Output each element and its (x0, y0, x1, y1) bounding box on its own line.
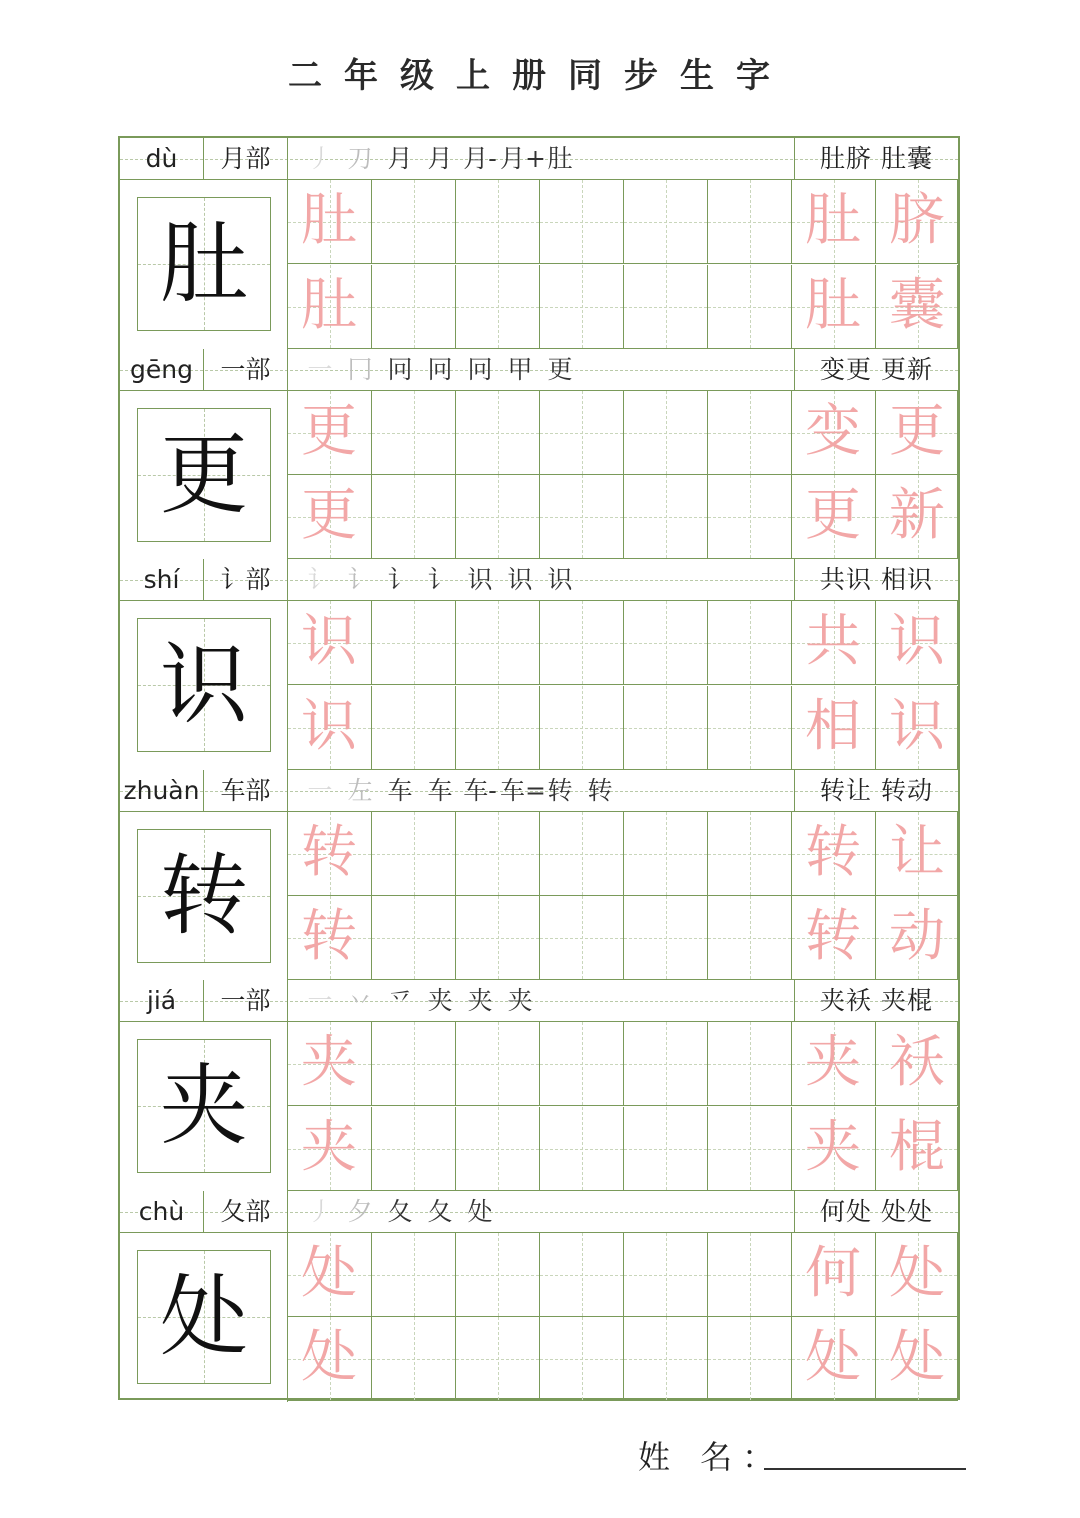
practice-cell[interactable] (792, 601, 876, 685)
model-char-cell (120, 1233, 288, 1402)
practice-cell[interactable] (708, 1022, 792, 1106)
trace-char: 转 (805, 904, 861, 969)
guide-line (750, 475, 751, 558)
stroke-step: 刀 (347, 144, 373, 173)
pinyin: zhuàn (120, 770, 204, 812)
model-char: 处 (159, 1264, 248, 1368)
practice-cell[interactable] (624, 812, 708, 896)
practice-grid (288, 180, 958, 349)
practice-cell[interactable] (456, 686, 540, 770)
practice-cell[interactable] (288, 601, 372, 685)
guide-line (582, 686, 583, 769)
practice-cell[interactable] (792, 812, 876, 896)
stroke-step: 一 (307, 986, 333, 1015)
guide-line (750, 1022, 751, 1105)
stroke-step: 车 (427, 775, 453, 805)
trace-char: 处 (301, 1240, 357, 1306)
stroke-step: 冋 (387, 354, 413, 384)
trace-char: 更 (301, 483, 357, 548)
guide-line (582, 265, 583, 348)
trace-char: 肚 (805, 188, 861, 253)
stroke-step: 夹 (507, 986, 533, 1015)
stroke-step: 冋 (427, 354, 453, 384)
practice-cell[interactable] (372, 1107, 456, 1191)
practice-cell[interactable] (624, 1022, 708, 1106)
practice-cell[interactable] (288, 1233, 372, 1317)
practice-grid (288, 391, 958, 560)
practice-cell[interactable] (708, 180, 792, 264)
block-header (120, 559, 958, 601)
practice-cell[interactable] (792, 1317, 876, 1401)
model-char-box (137, 1039, 271, 1173)
model-char: 更 (159, 422, 248, 526)
model-char-cell (120, 812, 288, 981)
guide-line (414, 601, 415, 684)
guide-line (582, 180, 583, 263)
practice-cell[interactable] (876, 1022, 958, 1106)
practice-cell[interactable] (372, 896, 456, 980)
guide-line (582, 391, 583, 474)
practice-cell[interactable] (876, 1107, 958, 1191)
guide-line (666, 1317, 667, 1400)
practice-cell[interactable] (792, 1233, 876, 1317)
guide-line (582, 1317, 583, 1400)
model-char: 夹 (159, 1054, 248, 1157)
guide-line (750, 1233, 751, 1316)
stroke-order (300, 349, 580, 391)
practice-cell[interactable] (456, 1107, 540, 1191)
trace-char: 夹 (805, 1030, 861, 1095)
practice-cell[interactable] (288, 391, 372, 475)
trace-char: 肚 (805, 272, 861, 338)
trace-char: 棍 (889, 1114, 945, 1180)
stroke-step: 左 (347, 775, 373, 805)
guide-line (750, 391, 751, 474)
practice-cell[interactable] (540, 391, 624, 475)
guide-line (498, 1022, 499, 1105)
practice-cell[interactable] (624, 1107, 708, 1191)
stroke-step: 识 (467, 565, 493, 594)
trace-char: 处 (805, 1325, 861, 1390)
practice-cell[interactable] (624, 475, 708, 559)
stroke-step: 冋 (467, 354, 493, 384)
practice-cell[interactable] (540, 1317, 624, 1401)
stroke-step: 车= (500, 775, 546, 805)
practice-cell[interactable] (288, 896, 372, 980)
practice-cell[interactable] (288, 475, 372, 559)
stroke-step: 月+ (500, 144, 546, 173)
trace-char: 变 (805, 398, 861, 464)
model-char-box (137, 1250, 271, 1384)
words-header: 夹袄 夹棍 (794, 980, 958, 1022)
trace-char: 识 (301, 609, 357, 674)
practice-cell[interactable] (876, 686, 958, 770)
words-header: 何处 处处 (794, 1191, 958, 1233)
trace-char: 共 (805, 609, 861, 674)
guide-line (666, 686, 667, 769)
stroke-step: 肚 (547, 144, 573, 173)
practice-cell[interactable] (876, 812, 958, 896)
practice-cell[interactable] (372, 180, 456, 264)
model-char-cell (120, 180, 288, 349)
words-header: 变更 更新 (794, 349, 958, 391)
practice-cell[interactable] (372, 1233, 456, 1317)
block-header (120, 980, 958, 1022)
practice-cell[interactable] (540, 475, 624, 559)
practice-cell[interactable] (372, 1317, 456, 1401)
stroke-step: 转 (547, 775, 573, 805)
practice-cell[interactable] (288, 265, 372, 349)
trace-char: 夹 (805, 1114, 861, 1180)
radical: 月部 (204, 138, 288, 180)
guide-line (414, 896, 415, 979)
stroke-step: 一 (307, 775, 333, 805)
stroke-step: 丿 (307, 144, 333, 173)
trace-char: 处 (301, 1325, 357, 1390)
trace-char: 肚 (301, 188, 357, 253)
practice-cell[interactable] (792, 180, 876, 264)
guide-line (414, 391, 415, 474)
char-block (120, 1191, 958, 1402)
radical: 一部 (204, 980, 288, 1022)
guide-line (750, 1107, 751, 1190)
guide-line (498, 391, 499, 474)
guide-line (498, 180, 499, 263)
words-header: 转让 转动 (794, 770, 958, 812)
practice-cell[interactable] (624, 896, 708, 980)
practice-cell[interactable] (288, 1107, 372, 1191)
guide-line (750, 686, 751, 769)
guide-line (582, 1022, 583, 1105)
practice-cell[interactable] (708, 1107, 792, 1191)
practice-cell[interactable] (540, 896, 624, 980)
practice-cell[interactable] (624, 180, 708, 264)
practice-cell[interactable] (372, 265, 456, 349)
radical: 车部 (204, 770, 288, 812)
guide-line (750, 601, 751, 684)
radical: 夂部 (204, 1191, 288, 1233)
practice-cell[interactable] (624, 601, 708, 685)
trace-char: 处 (889, 1325, 945, 1390)
guide-line (666, 265, 667, 348)
practice-cell[interactable] (876, 1233, 958, 1317)
guide-line (414, 180, 415, 263)
practice-cell[interactable] (456, 1233, 540, 1317)
practice-grid (288, 812, 958, 981)
guide-line (582, 812, 583, 895)
block-header (120, 138, 958, 180)
practice-cell[interactable] (624, 1317, 708, 1401)
guide-line (582, 1107, 583, 1190)
guide-line (498, 896, 499, 979)
trace-char: 何 (805, 1240, 861, 1306)
stroke-step: 车 (387, 775, 413, 805)
model-char-cell (120, 391, 288, 560)
practice-cell[interactable] (456, 812, 540, 896)
guide-line (666, 1022, 667, 1105)
model-char: 肚 (159, 212, 248, 315)
trace-char: 转 (301, 904, 357, 969)
trace-char: 识 (301, 693, 357, 759)
model-char-box (137, 408, 271, 542)
trace-char: 夹 (301, 1030, 357, 1095)
practice-cell[interactable] (372, 686, 456, 770)
practice-cell[interactable] (624, 686, 708, 770)
stroke-step: 识 (507, 565, 533, 594)
pinyin: jiá (120, 980, 204, 1022)
trace-char: 新 (889, 483, 945, 548)
stroke-step: 夂 (427, 1196, 453, 1226)
practice-grid (288, 1022, 958, 1191)
practice-cell[interactable] (792, 475, 876, 559)
trace-char: 转 (301, 819, 357, 885)
stroke-step: 讠 (307, 565, 333, 594)
guide-line (666, 180, 667, 263)
guide-line (666, 1107, 667, 1190)
stroke-step: 丿 (307, 1196, 333, 1226)
practice-cell[interactable] (288, 1022, 372, 1106)
model-char-cell (120, 601, 288, 770)
block-header (120, 1191, 958, 1233)
stroke-step: 冂 (347, 354, 373, 384)
stroke-order (300, 138, 580, 180)
guide-line (666, 475, 667, 558)
page-title: 二年级上册同步生字 (288, 56, 792, 96)
guide-line (414, 1317, 415, 1400)
trace-char: 肚 (301, 272, 357, 338)
practice-cell[interactable] (624, 265, 708, 349)
practice-cell[interactable] (540, 180, 624, 264)
stroke-order (300, 559, 580, 601)
practice-cell[interactable] (708, 391, 792, 475)
practice-cell[interactable] (624, 1233, 708, 1317)
practice-cell[interactable] (876, 1317, 958, 1401)
stroke-step: 识 (547, 565, 573, 594)
char-block (120, 138, 958, 349)
guide-line (750, 180, 751, 263)
stroke-step: 乊 (387, 986, 413, 1015)
practice-cell[interactable] (372, 475, 456, 559)
practice-cell[interactable] (708, 601, 792, 685)
model-char: 转 (159, 843, 248, 947)
trace-char: 让 (889, 819, 945, 885)
practice-cell[interactable] (456, 896, 540, 980)
practice-cell[interactable] (792, 265, 876, 349)
practice-cell[interactable] (540, 265, 624, 349)
practice-cell[interactable] (708, 265, 792, 349)
practice-cell[interactable] (708, 812, 792, 896)
trace-char: 袄 (889, 1030, 945, 1095)
stroke-step: 月- (463, 144, 497, 173)
practice-cell[interactable] (540, 1107, 624, 1191)
stroke-order (300, 980, 540, 1022)
trace-char: 更 (805, 483, 861, 548)
trace-char: 转 (805, 819, 861, 885)
practice-cell[interactable] (372, 391, 456, 475)
guide-line (582, 896, 583, 979)
name-label: 姓 名： (638, 1438, 785, 1476)
stroke-step: 夹 (427, 986, 453, 1015)
words-header: 肚脐 肚囊 (794, 138, 958, 180)
trace-char: 更 (889, 398, 945, 464)
practice-cell[interactable] (876, 265, 958, 349)
practice-cell[interactable] (876, 896, 958, 980)
guide-line (750, 1317, 751, 1400)
guide-line (414, 265, 415, 348)
guide-line (414, 1233, 415, 1316)
stroke-step: 月 (427, 144, 453, 173)
guide-line (498, 812, 499, 895)
practice-cell[interactable] (540, 812, 624, 896)
block-header (120, 349, 958, 391)
practice-cell[interactable] (708, 1317, 792, 1401)
pinyin: chù (120, 1191, 204, 1233)
guide-line (750, 265, 751, 348)
stroke-step: 夂 (387, 1196, 413, 1226)
model-char-box (137, 829, 271, 963)
model-char-box (137, 618, 271, 752)
stroke-step: 处 (467, 1196, 493, 1226)
practice-grid (288, 1233, 958, 1402)
stroke-step: 转 (587, 775, 613, 805)
trace-char: 夹 (301, 1114, 357, 1180)
char-block (120, 349, 958, 560)
practice-grid (288, 601, 958, 770)
practice-cell[interactable] (372, 601, 456, 685)
practice-cell[interactable] (456, 1317, 540, 1401)
guide-line (414, 1022, 415, 1105)
practice-cell[interactable] (288, 686, 372, 770)
pinyin: gēng (120, 349, 204, 391)
practice-cell[interactable] (456, 475, 540, 559)
guide-line (414, 686, 415, 769)
practice-cell[interactable] (708, 475, 792, 559)
practice-cell[interactable] (456, 180, 540, 264)
practice-cell[interactable] (792, 391, 876, 475)
practice-cell[interactable] (876, 180, 958, 264)
practice-cell[interactable] (792, 1022, 876, 1106)
pinyin: dù (120, 138, 204, 180)
guide-line (498, 1107, 499, 1190)
trace-char: 识 (889, 693, 945, 759)
guide-line (582, 475, 583, 558)
practice-cell[interactable] (288, 1317, 372, 1401)
trace-char: 更 (301, 398, 357, 464)
stroke-order (300, 1191, 500, 1233)
practice-cell[interactable] (456, 391, 540, 475)
practice-cell[interactable] (456, 1022, 540, 1106)
radical: 讠部 (204, 559, 288, 601)
guide-line (498, 475, 499, 558)
guide-line (498, 601, 499, 684)
guide-line (414, 1107, 415, 1190)
practice-cell[interactable] (288, 812, 372, 896)
model-char-box (137, 197, 271, 331)
pinyin: shí (120, 559, 204, 601)
radical: 一部 (204, 349, 288, 391)
stroke-order (300, 770, 620, 812)
guide-line (498, 1317, 499, 1400)
model-char-cell (120, 1022, 288, 1191)
trace-char: 脐 (889, 188, 945, 253)
stroke-step: 夕 (347, 1196, 373, 1226)
trace-char: 囊 (889, 272, 945, 338)
guide-line (498, 686, 499, 769)
guide-line (750, 812, 751, 895)
practice-cell[interactable] (540, 601, 624, 685)
words-header: 共识 相识 (794, 559, 958, 601)
stroke-step: 讠 (387, 565, 413, 594)
practice-cell[interactable] (540, 1233, 624, 1317)
practice-sheet (118, 136, 960, 1400)
trace-char: 识 (889, 609, 945, 674)
trace-char: 处 (889, 1240, 945, 1306)
guide-line (666, 896, 667, 979)
stroke-step: 车- (463, 775, 497, 805)
practice-cell[interactable] (288, 180, 372, 264)
stroke-step: 丷 (347, 986, 373, 1015)
stroke-step: 讠 (347, 565, 373, 594)
guide-line (414, 812, 415, 895)
practice-cell[interactable] (792, 1107, 876, 1191)
model-char: 识 (159, 633, 248, 736)
guide-line (498, 1233, 499, 1316)
practice-cell[interactable] (876, 391, 958, 475)
practice-cell[interactable] (540, 686, 624, 770)
practice-cell[interactable] (456, 601, 540, 685)
practice-cell[interactable] (708, 1233, 792, 1317)
guide-line (414, 475, 415, 558)
practice-cell[interactable] (372, 812, 456, 896)
guide-line (750, 896, 751, 979)
stroke-step: 讠 (427, 565, 453, 594)
guide-line (666, 812, 667, 895)
char-block (120, 980, 958, 1191)
stroke-step: 一 (307, 354, 333, 384)
practice-cell[interactable] (876, 601, 958, 685)
stroke-step: 月 (387, 144, 413, 173)
practice-cell[interactable] (792, 896, 876, 980)
stroke-step: 夹 (467, 986, 493, 1015)
practice-cell[interactable] (456, 265, 540, 349)
guide-line (666, 391, 667, 474)
stroke-step: 更 (547, 354, 573, 384)
practice-cell[interactable] (792, 686, 876, 770)
trace-char: 动 (889, 904, 945, 969)
practice-cell[interactable] (876, 475, 958, 559)
practice-cell[interactable] (624, 391, 708, 475)
char-block (120, 559, 958, 770)
block-header (120, 770, 958, 812)
practice-cell[interactable] (540, 1022, 624, 1106)
stroke-step: 甲 (507, 354, 533, 384)
guide-line (582, 601, 583, 684)
guide-line (666, 1233, 667, 1316)
trace-char: 相 (805, 693, 861, 759)
guide-line (498, 265, 499, 348)
char-block (120, 770, 958, 981)
practice-cell[interactable] (708, 686, 792, 770)
guide-line (582, 1233, 583, 1316)
practice-cell[interactable] (708, 896, 792, 980)
name-blank-line[interactable] (764, 1468, 966, 1470)
practice-cell[interactable] (372, 1022, 456, 1106)
guide-line (666, 601, 667, 684)
